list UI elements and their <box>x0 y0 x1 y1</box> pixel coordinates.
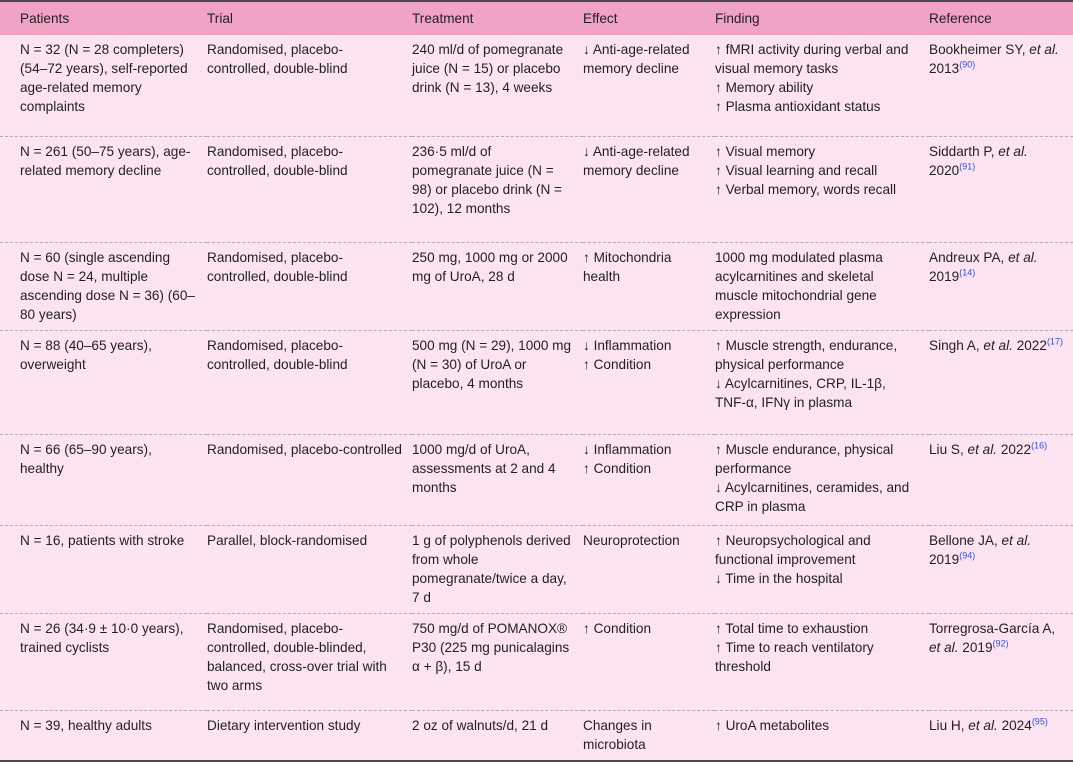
table-row <box>0 35 1073 136</box>
treatment-text: 240 ml/d of pomegranate juice (N = 15) or placebo drink (N = 13), 4 weeks <box>412 42 564 95</box>
effect-line: ↑ Condition <box>583 460 652 476</box>
cell-patients <box>0 710 207 761</box>
reference-etal: et al. <box>929 639 959 655</box>
table-row <box>0 242 1073 330</box>
cell-treatment <box>412 330 583 434</box>
reference-year: 2020 <box>929 162 960 178</box>
citation-link[interactable]: (17) <box>1046 335 1063 346</box>
reference-author: Singh A, <box>929 337 980 353</box>
cell-treatment <box>412 136 583 242</box>
reference-author: Bookheimer SY, <box>929 42 1026 57</box>
effect-line: ↓ Anti-age-related memory decline <box>583 143 690 178</box>
treatment-text: 236·5 ml/d of pomegranate juice (N = 98) or placebo drink (N = 102), 12 months <box>412 143 562 216</box>
cell-patients <box>0 35 207 136</box>
trial-text: Randomised, placebo-controlled, double-blind <box>207 42 348 76</box>
table-row <box>0 330 1073 434</box>
treatment-text: 750 mg/d of POMANOX® P30 (225 mg punicalagins α + β), 15 d <box>412 620 570 674</box>
cell-reference <box>929 710 1073 761</box>
patients-text: N = 88 (40–65 years), overweight <box>20 337 152 372</box>
trial-text: Dietary intervention study <box>207 717 361 733</box>
table-row <box>0 434 1073 525</box>
cell-trial <box>207 434 412 525</box>
citation-link[interactable]: (92) <box>992 637 1009 648</box>
finding-line: ↑ Visual memory <box>715 143 816 159</box>
finding-line: ↑ Verbal memory, words recall <box>715 181 897 197</box>
header-row <box>0 1 1073 35</box>
reference-etal: et al. <box>1001 532 1032 548</box>
cell-trial <box>207 242 412 330</box>
header-reference: Reference <box>929 11 992 26</box>
patients-text: N = 60 (single ascending dose N = 24, multiple ascending dose N = 36) (60–80 years) <box>20 249 195 322</box>
effect-line: Neuroprotection <box>583 532 680 548</box>
cell-effect <box>583 35 715 136</box>
patients-text: N = 261 (50–75 years), age-related memory decline <box>20 143 191 178</box>
citation-link[interactable]: (94) <box>959 549 976 560</box>
trial-text: Parallel, block-randomised <box>207 532 368 548</box>
finding-line: ↓ Acylcarnitines, ceramides, and CRP in plasma <box>715 479 910 514</box>
finding-line: ↑ Visual learning and recall <box>715 162 878 178</box>
cell-trial <box>207 330 412 434</box>
cell-reference <box>929 242 1073 330</box>
cell-trial <box>207 613 412 710</box>
patients-text: N = 32 (N = 28 completers) (54–72 years), self-reported age-related memory complaints <box>20 42 188 114</box>
cell-treatment <box>412 525 583 613</box>
reference-author: Siddarth P, <box>929 143 995 159</box>
cell-finding <box>715 525 929 613</box>
citation-link[interactable]: (90) <box>959 59 976 70</box>
cell-finding <box>715 330 929 434</box>
trial-text: Randomised, placebo-controlled, double-blind <box>207 337 348 372</box>
cell-treatment <box>412 613 583 710</box>
reference-author: Liu S, <box>929 441 964 457</box>
trial-text: Randomised, placebo-controlled, double-blind <box>207 249 348 284</box>
header-patients: Patients <box>20 11 70 26</box>
cell-patients <box>0 242 207 330</box>
patients-text: N = 39, healthy adults <box>20 717 152 733</box>
cell-trial <box>207 136 412 242</box>
reference-year: 2019 <box>929 551 960 567</box>
finding-line: 1000 mg modulated plasma acylcarnitines and skeletal muscle mitochondrial gene expression <box>715 249 883 322</box>
cell-patients <box>0 613 207 710</box>
cell-patients <box>0 434 207 525</box>
cell-treatment <box>412 242 583 330</box>
cell-trial <box>207 35 412 136</box>
treatment-text: 1000 mg/d of UroA, assessments at 2 and 4 months <box>412 441 556 495</box>
treatment-text: 500 mg (N = 29), 1000 mg (N = 30) of UroA or placebo, 4 months <box>412 337 572 391</box>
table-row <box>0 525 1073 613</box>
cell-treatment <box>412 710 583 761</box>
finding-line: ↑ Time to reach ventilatory threshold <box>715 639 874 674</box>
reference-author: Bellone JA, <box>929 532 998 548</box>
cell-treatment <box>412 434 583 525</box>
finding-line: ↑ Plasma antioxidant status <box>715 99 881 114</box>
cell-treatment <box>412 35 583 136</box>
cell-effect <box>583 242 715 330</box>
finding-line: ↓ Time in the hospital <box>715 570 843 586</box>
cell-reference <box>929 136 1073 242</box>
effect-line: ↑ Condition <box>583 620 652 636</box>
patients-text: N = 26 (34·9 ± 10·0 years), trained cyclists <box>20 620 184 655</box>
citation-link[interactable]: (16) <box>1031 439 1048 450</box>
reference-etal: et al. <box>1029 42 1059 57</box>
finding-line: ↑ Muscle strength, endurance, physical performance <box>715 337 898 372</box>
patients-text: N = 66 (65–90 years), healthy <box>20 441 152 476</box>
table-body <box>0 35 1073 761</box>
header-effect: Effect <box>583 11 618 26</box>
cell-finding <box>715 136 929 242</box>
cell-reference <box>929 330 1073 434</box>
finding-line: ↑ Total time to exhaustion <box>715 620 869 636</box>
finding-line: ↑ Neuropsychological and functional improvement <box>715 532 871 567</box>
table-row <box>0 613 1073 710</box>
patients-text: N = 16, patients with stroke <box>20 532 185 548</box>
effect-line: ↑ Mitochondria health <box>583 249 672 284</box>
effect-line: Changes in microbiota <box>583 717 652 752</box>
table-row <box>0 136 1073 242</box>
cell-patients <box>0 136 207 242</box>
cell-effect <box>583 710 715 761</box>
treatment-text: 2 oz of walnuts/d, 21 d <box>412 717 549 733</box>
reference-year: 2019 <box>962 639 993 655</box>
cell-effect <box>583 613 715 710</box>
citation-link[interactable]: (91) <box>959 160 976 171</box>
reference-etal: et al. <box>967 441 998 457</box>
reference-etal: et al. <box>1008 249 1038 265</box>
reference-etal: et al. <box>983 337 1013 353</box>
effect-line: ↓ Inflammation <box>583 337 672 353</box>
finding-line: ↑ UroA metabolites <box>715 717 830 733</box>
effect-line: ↑ Condition <box>583 356 652 372</box>
cell-reference <box>929 613 1073 710</box>
cell-trial <box>207 525 412 613</box>
reference-author: Torregrosa-García A, <box>929 620 1056 636</box>
header-trial: Trial <box>207 11 233 26</box>
reference-year: 2019 <box>929 268 960 284</box>
cell-reference <box>929 525 1073 613</box>
header-finding: Finding <box>715 11 760 26</box>
cell-effect <box>583 525 715 613</box>
citation-link[interactable]: (14) <box>959 266 976 277</box>
effect-line: ↓ Inflammation <box>583 441 672 457</box>
cell-effect <box>583 434 715 525</box>
cell-trial <box>207 710 412 761</box>
cell-effect <box>583 330 715 434</box>
reference-author: Andreux PA, <box>929 249 1005 265</box>
reference-author: Liu H, <box>929 717 965 733</box>
finding-line: ↓ Acylcarnitines, CRP, IL-1β, TNF-α, IFNγ in plasma <box>715 375 886 410</box>
finding-line: ↑ fMRI activity during verbal and visual memory tasks <box>715 42 909 76</box>
trial-text: Randomised, placebo-controlled <box>207 441 402 457</box>
table-row <box>0 710 1073 761</box>
treatment-text: 250 mg, 1000 mg or 2000 mg of UroA, 28 d <box>412 249 568 284</box>
cell-patients <box>0 330 207 434</box>
trial-text: Randomised, placebo-controlled, double-blinded, balanced, cross-over trial with two arms <box>207 620 387 693</box>
cell-reference <box>929 434 1073 525</box>
trial-text: Randomised, placebo-controlled, double-blind <box>207 143 348 178</box>
finding-line: ↑ Memory ability <box>715 80 814 95</box>
cell-effect <box>583 136 715 242</box>
reference-year: 2024 <box>1001 717 1032 733</box>
cell-finding <box>715 613 929 710</box>
cell-finding <box>715 35 929 136</box>
cell-finding <box>715 710 929 761</box>
cell-finding <box>715 434 929 525</box>
cell-finding <box>715 242 929 330</box>
reference-etal: et al. <box>998 143 1028 159</box>
citation-link[interactable]: (95) <box>1031 715 1048 726</box>
cell-reference <box>929 35 1073 136</box>
cell-patients <box>0 525 207 613</box>
reference-year: 2013 <box>929 61 960 76</box>
treatment-text: 1 g of polyphenols derived from whole pomegranate/twice a day, 7 d <box>412 532 571 605</box>
reference-year: 2022 <box>1000 441 1032 457</box>
reference-year: 2022 <box>1016 337 1047 353</box>
reference-etal: et al. <box>968 717 998 733</box>
header-treatment: Treatment <box>412 11 474 26</box>
finding-line: ↑ Muscle endurance, physical performance <box>715 441 894 476</box>
effect-line: ↓ Anti-age-related memory decline <box>583 42 690 76</box>
